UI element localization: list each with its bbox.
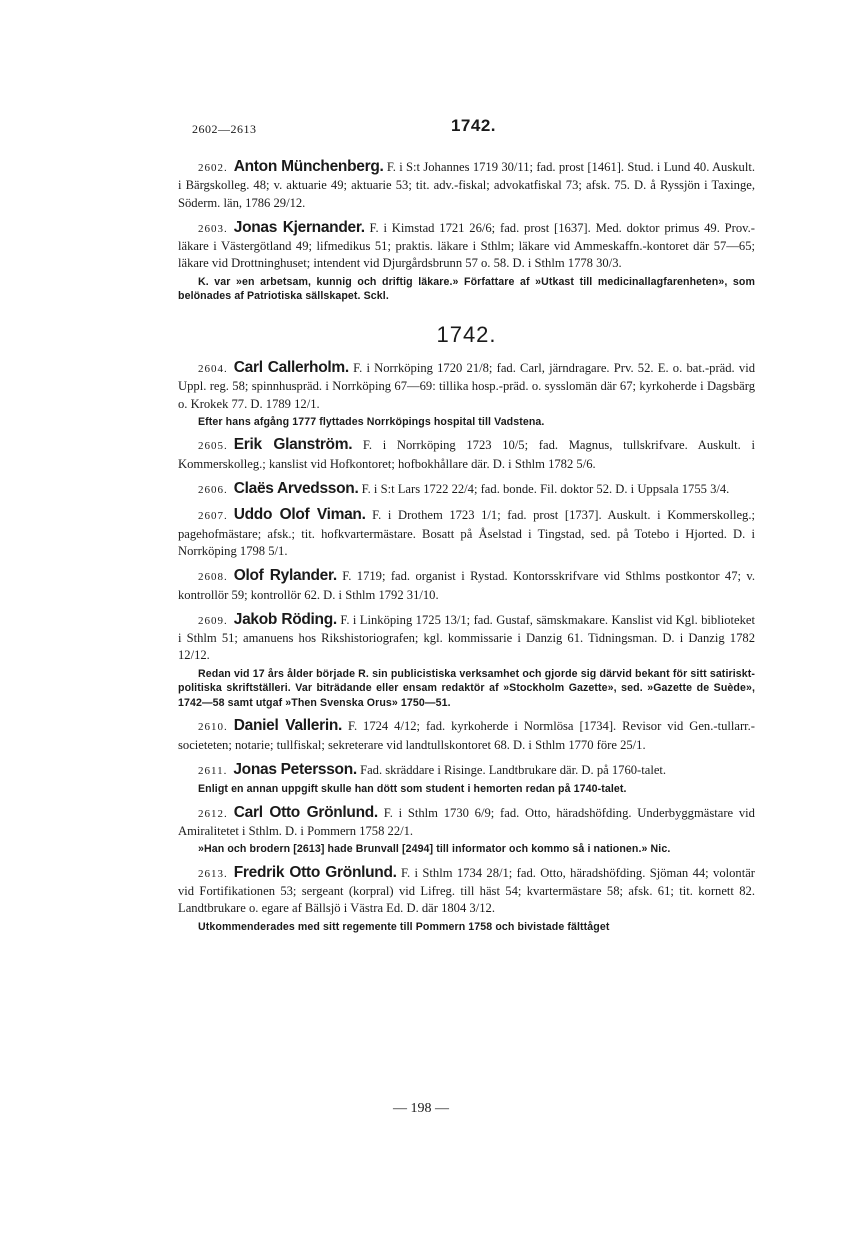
- entry-name: Erik Glanström.: [233, 436, 353, 454]
- entry-number: 2606.: [198, 484, 228, 497]
- entry-name: Fredrik Otto Grönlund.: [233, 863, 397, 881]
- entry-2611: [178, 761, 755, 780]
- entry-number: 2604.: [198, 363, 228, 376]
- entry-text: F. i Drothem 1723 1/1; fad. prost [1737]. Auskult. i Kommerskolleg.; pagehofmästare; afsk.; tit. hofkvartermästare. Bosatt på Åselstad i Tingstad, sed. på Totebo i Hjorted. D. i Norrköping 1798 5/1.: [178, 508, 755, 558]
- entry-note: Efter hans afgång 1777 flyttades Norrköpings hospital till Vadstena.: [198, 415, 545, 428]
- entry-text: F. i S:t Lars 1722 22/4; fad. bonde. Fil. doktor 52. D. i Uppsala 1755 3/4.: [361, 482, 730, 497]
- entry-name: Daniel Vallerin.: [233, 717, 343, 735]
- entry-note: Utkommenderades med sitt regemente till Pommern 1758 och bivistade fälttåget: [198, 920, 610, 933]
- entry-number: 2611.: [198, 764, 228, 777]
- entry-number: 2607.: [198, 510, 228, 523]
- entry-text: F. i Sthlm 1730 6/9; fad. Otto, häradshöfding. Underbyggmästare vid Amiralitetet i Sthlm. D. i Pommern 1758 22/1.: [178, 805, 755, 838]
- entry-name: Anton Münchenberg.: [233, 158, 384, 175]
- page-number: — 198 —: [393, 1101, 449, 1116]
- entry-name: Claës Arvedsson.: [233, 480, 359, 498]
- header-year: 1742.: [450, 116, 497, 135]
- entry-2608: [178, 567, 755, 604]
- entry-text: F. 1719; fad. organist i Rystad. Kontorsskrifvare vid Sthlms postkontor 47; v. kontrollör 59; kontrollör 62. D. i Sthlm 1792 31/10.: [178, 569, 755, 602]
- entry-number: 2603.: [198, 222, 228, 235]
- entry-text: F. i Norrköping 1723 10/5; fad. Magnus, tullskrifvare. Auskult. i Kommerskolleg.; kanslist vid Hofkontoret; hofbokhållare där. D. i Sthlm 1782 5/6.: [178, 438, 755, 471]
- entry-2606: [178, 480, 755, 499]
- entry-text: F. i S:t Johannes 1719 30/11; fad. prost [1461]. Stud. i Lund 40. Auskult. i Bärgskolleg. 48; v. aktuarie 49; aktuarie 53; tit. adv.-fiskal; advokatfiskal 73; afsk. 75. D. å Ryssjön i Taxinge, Söderm. län, 1786 29/12.: [178, 160, 755, 210]
- entry-number: 2602.: [198, 162, 228, 174]
- entry-text: F. i Norrköping 1720 21/8; fad. Carl, järndragare. Prv. 52. E. o. bat.-präd. vid Uppl. reg. 58; spinnhuspräd. i Norrköping 67—69: tillika hosp.-präd. o. sysslomän där 67; kyrkoherde i Dagsbärg o. Krokek 77. D. 1789 12/1.: [178, 361, 756, 411]
- entry-range: 2602—2613: [192, 122, 257, 136]
- entry-2605: [178, 436, 755, 473]
- entry-name: Olof Rylander.: [233, 567, 337, 585]
- entry-note: Redan vid 17 års ålder började R. sin publicistiska verksamhet och gjorde sig därvid bekant för sitt satiriskt-politiska skriftställeri. Var biträdande eller ensam redaktör af »Stockholm Gazette», sed. »Gazette de Suède», 1742—58 samt utgaf »Then Svenska Orus» 1750—51.: [178, 667, 755, 709]
- entry-text: F. i Kimstad 1721 26/6; fad. prost [1637]. Med. doktor primus 49. Prov.-läkare i Västergötland 49; lifmedikus 51; praktis. läkare i Sthlm; läkare vid Ammeskaffn.-kontoret där 57—65; läkare vid Drottninghuset; intendent vid Djurgårdsbrunn 57 o. 58. D. i Sthlm 1778 30/3.: [178, 220, 755, 271]
- section-year-heading: 1742.: [436, 321, 497, 347]
- entry-text: F. 1724 4/12; fad. kyrkoherde i Normlösa [1734]. Revisor vid Gen.-tullarr.-societeten; notarie; tullfiskal; sekreterare vid landtullskontoret 68. D. i Sthlm 1770 före 25/1.: [178, 719, 755, 752]
- entry-number: 2613.: [198, 867, 228, 880]
- entry-number: 2612.: [198, 807, 228, 820]
- entry-text: F. i Linköping 1725 13/1; fad. Gustaf, sämskmakare. Kanslist vid Kgl. biblioteket i Sthlm 51; amanuens hos Rikshistoriografen; kgl. kommissarie i Danzig 61. Tidningsman. D. i Danzig 1782 12/12.: [178, 612, 755, 663]
- entry-2607: [178, 506, 755, 560]
- entry-name: Jakob Röding.: [233, 610, 337, 628]
- entry-text: F. i Sthlm 1734 28/1; fad. Otto, häradshöfding. Sjöman 44; volontär vid Fortifikationen 53; sergeant (korpral) vid Lifreg. till häst 54; kvartermästare 58; afsk. 61; tit. kornett 82. Landtbrukare o. egare af Bällsjö i Västra Ed. D. där 1804 3/12.: [178, 865, 755, 916]
- entry-2613: [178, 864, 755, 918]
- entry-2602: [178, 158, 755, 212]
- entry-name: Jonas Kjernander.: [233, 218, 365, 236]
- entry-note: Enligt en annan uppgift skulle han dött som student i hemorten redan på 1740-talet.: [198, 783, 627, 796]
- entry-name: Jonas Petersson.: [233, 760, 357, 778]
- entry-note: »Han och brodern [2613] hade Brunvall [2494] till informator och kommo så i nationen.» Nic.: [198, 843, 671, 856]
- entry-number: 2609.: [198, 614, 228, 627]
- entry-number: 2608.: [198, 571, 228, 584]
- entry-2610: [178, 717, 755, 754]
- entry-name: Carl Otto Grönlund.: [233, 803, 378, 821]
- page-body: [178, 158, 755, 941]
- entry-note: K. var »en arbetsam, kunnig och driftig läkare.» Författare af »Utkast till medicinallagfarenheten», som belönades af Patriotiska sällskapet. Sckl.: [178, 275, 755, 303]
- entry-name: Uddo Olof Viman.: [233, 506, 366, 524]
- entry-2609: [178, 611, 755, 665]
- entry-2603: [178, 219, 755, 273]
- entry-2604: [178, 359, 755, 413]
- entry-name: Carl Callerholm.: [233, 359, 349, 377]
- entry-2612: [178, 804, 755, 841]
- entry-text: Fad. skräddare i Risinge. Landtbrukare där. D. på 1760-talet.: [360, 762, 667, 777]
- entry-number: 2610.: [198, 721, 228, 734]
- entry-number: 2605.: [198, 440, 228, 453]
